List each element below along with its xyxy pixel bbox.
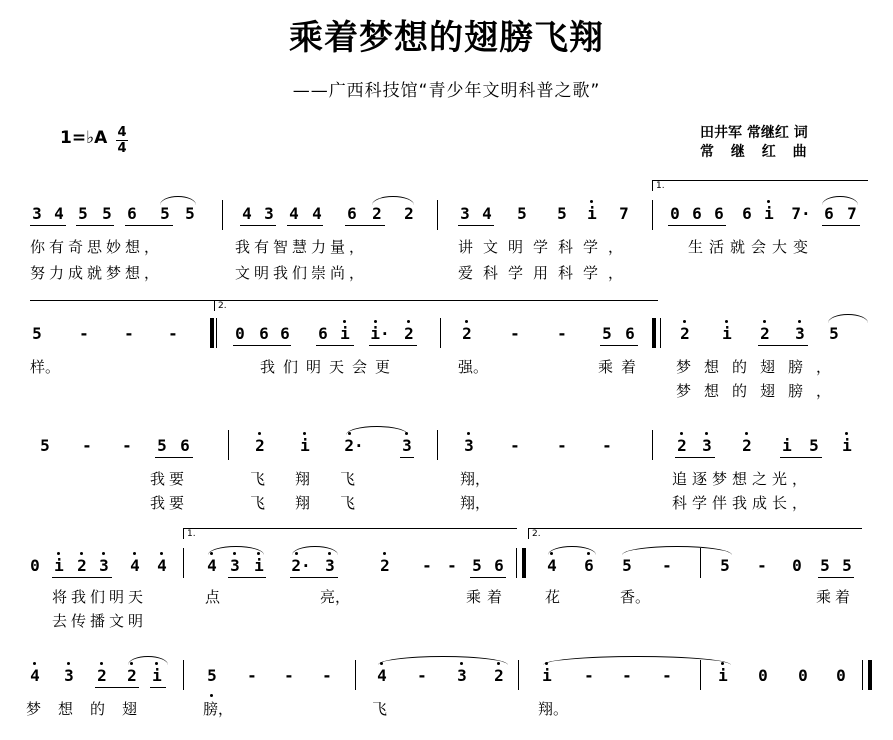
note: 3 bbox=[64, 666, 74, 685]
note: 6 bbox=[259, 324, 269, 343]
notes-line-2 bbox=[0, 324, 893, 354]
song-subtitle: ——广西科技馆“青少年文明科普之歌” bbox=[292, 81, 601, 101]
note: 6 bbox=[625, 324, 635, 343]
note: 4 bbox=[130, 556, 140, 575]
note: - bbox=[662, 666, 672, 685]
note: - bbox=[79, 324, 89, 343]
note: 6 bbox=[742, 204, 752, 223]
note: - bbox=[557, 324, 567, 343]
note: 2 bbox=[677, 436, 687, 455]
note: 5 bbox=[557, 204, 567, 223]
volta-2b: 2. bbox=[528, 528, 862, 539]
lyric-verse1: 梦想的翅膀， bbox=[676, 358, 845, 376]
note: - bbox=[422, 556, 432, 575]
note: i bbox=[340, 324, 350, 343]
note: 2 bbox=[404, 204, 414, 223]
note: 5 bbox=[829, 324, 839, 343]
note: - bbox=[284, 666, 294, 685]
note: - bbox=[622, 666, 632, 685]
note: 4 bbox=[242, 204, 252, 223]
notes-line-5 bbox=[0, 666, 893, 696]
note: 0 bbox=[798, 666, 808, 685]
note: - bbox=[510, 324, 520, 343]
note: 3 bbox=[325, 556, 335, 575]
note: 0 bbox=[792, 556, 802, 575]
note: 5 bbox=[602, 324, 612, 343]
lyric-verse1: 追逐梦想之光， bbox=[672, 470, 813, 488]
lyric-verse1: 强。 bbox=[458, 358, 489, 376]
lyric-verse1: 翔， bbox=[460, 470, 491, 488]
note: 3 bbox=[32, 204, 42, 223]
note: 2· bbox=[344, 436, 364, 455]
note: i bbox=[587, 204, 597, 223]
note: 6 bbox=[692, 204, 702, 223]
lyric-verse2: 翔， bbox=[460, 494, 491, 512]
lyric-verse1: 亮， bbox=[320, 588, 351, 606]
key-signature: 1=♭A bbox=[60, 128, 108, 148]
volta-1: 1. bbox=[652, 180, 868, 191]
lyric-verse2: 科学伴我成长， bbox=[672, 494, 813, 512]
note: 4 bbox=[312, 204, 322, 223]
lyric-verse2: 爱科学用科学， bbox=[458, 264, 634, 282]
lyric-verse1: 生活就会大变 bbox=[688, 238, 815, 256]
note: - bbox=[124, 324, 134, 343]
lyric-verse2: 梦想的翅膀， bbox=[676, 382, 845, 400]
note: 5 bbox=[78, 204, 88, 223]
meter-bottom: 4 bbox=[117, 141, 127, 156]
lyricist-credit: 田井军 常继红 词 bbox=[700, 125, 808, 141]
note: 5 bbox=[820, 556, 830, 575]
note: - bbox=[247, 666, 257, 685]
note: 0 bbox=[235, 324, 245, 343]
lyric-verse1: 讲文明学科学， bbox=[458, 238, 634, 256]
note: i bbox=[782, 436, 792, 455]
note: 2 bbox=[77, 556, 87, 575]
note: 3 bbox=[702, 436, 712, 455]
note: 3 bbox=[402, 436, 412, 455]
note: 6 bbox=[714, 204, 724, 223]
note: - bbox=[417, 666, 427, 685]
note: i bbox=[764, 204, 774, 223]
note: 2 bbox=[127, 666, 137, 685]
note: 0 bbox=[836, 666, 846, 685]
note: 7 bbox=[619, 204, 629, 223]
note: 5 bbox=[472, 556, 482, 575]
lyric-verse1: 梦想的翅 bbox=[26, 700, 155, 718]
note: - bbox=[584, 666, 594, 685]
note: 2 bbox=[742, 436, 752, 455]
lyric-verse1: 我有智慧力量， bbox=[235, 238, 369, 256]
note: i bbox=[54, 556, 64, 575]
note: 4 bbox=[207, 556, 217, 575]
note: i bbox=[722, 324, 732, 343]
note: - bbox=[447, 556, 457, 575]
note: 6 bbox=[280, 324, 290, 343]
lyric-verse1: 香。 bbox=[620, 588, 651, 606]
meter-top: 4 bbox=[117, 125, 127, 140]
song-title: 乘着梦想的翅膀飞翔 bbox=[289, 18, 604, 58]
lyric-verse1: 乘着 bbox=[816, 588, 855, 606]
note: 2· bbox=[291, 556, 311, 575]
lyric-verse1: 乘着 bbox=[598, 358, 645, 376]
note: i bbox=[300, 436, 310, 455]
note: 2 bbox=[680, 324, 690, 343]
volta-2: 2. bbox=[214, 300, 658, 311]
note: 4 bbox=[377, 666, 387, 685]
volta-1b: 1. bbox=[183, 528, 517, 539]
notes-line-3 bbox=[0, 436, 893, 466]
note: 6 bbox=[347, 204, 357, 223]
lyric-verse1: 将我们明天 bbox=[52, 588, 148, 606]
note: i bbox=[542, 666, 552, 685]
note: 5 bbox=[622, 556, 632, 575]
note: i bbox=[718, 666, 728, 685]
note: 3 bbox=[464, 436, 474, 455]
note: 4 bbox=[289, 204, 299, 223]
note: 5 bbox=[40, 436, 50, 455]
lyric-verse1: 你有奇思妙想， bbox=[30, 238, 164, 256]
note: 3 bbox=[460, 204, 470, 223]
note: - bbox=[82, 436, 92, 455]
lyric-verse1: 点 bbox=[205, 588, 221, 606]
lyric-verse1: 我们明天会更 bbox=[260, 358, 399, 376]
note: 6 bbox=[824, 204, 834, 223]
note: 5 bbox=[809, 436, 819, 455]
note: 7· bbox=[791, 204, 811, 223]
note: 6 bbox=[494, 556, 504, 575]
note: 5 bbox=[842, 556, 852, 575]
note: 5 bbox=[102, 204, 112, 223]
note: 2 bbox=[380, 556, 390, 575]
note: 0 bbox=[30, 556, 40, 575]
note: 2 bbox=[404, 324, 414, 343]
lyric-verse1: 我要 bbox=[150, 470, 189, 488]
note: 5 bbox=[185, 204, 195, 223]
lyric-verse1: 飞 bbox=[372, 700, 388, 718]
lyric-verse1: 飞翔飞 bbox=[250, 470, 386, 488]
note: i· bbox=[370, 324, 390, 343]
note: 3 bbox=[99, 556, 109, 575]
lyric-verse2: 去传播文明 bbox=[52, 612, 148, 630]
note: 3 bbox=[264, 204, 274, 223]
composer-credit: 常 继 红 曲 bbox=[700, 144, 813, 160]
note: 2 bbox=[255, 436, 265, 455]
note: 4 bbox=[54, 204, 64, 223]
note: - bbox=[662, 556, 672, 575]
note: 6 bbox=[180, 436, 190, 455]
note: 6 bbox=[318, 324, 328, 343]
lyric-verse1: 样。 bbox=[30, 358, 61, 376]
note: 6 bbox=[584, 556, 594, 575]
lyric-verse2: 文明我们崇尚， bbox=[235, 264, 369, 282]
lyric-verse1: 乘着 bbox=[466, 588, 509, 606]
note: 7 bbox=[847, 204, 857, 223]
note: - bbox=[557, 436, 567, 455]
note: i bbox=[152, 666, 162, 685]
note: i bbox=[842, 436, 852, 455]
note: 4 bbox=[30, 666, 40, 685]
note: - bbox=[602, 436, 612, 455]
note: 3 bbox=[230, 556, 240, 575]
notes-line-4 bbox=[0, 556, 893, 586]
lyric-verse1: 膀， bbox=[203, 700, 234, 718]
note: 5 bbox=[157, 436, 167, 455]
lyric-verse2: 我要 bbox=[150, 494, 189, 512]
note: 3 bbox=[457, 666, 467, 685]
note: - bbox=[510, 436, 520, 455]
lyric-verse1: 花 bbox=[545, 588, 561, 606]
note: 2 bbox=[494, 666, 504, 685]
note: 4 bbox=[482, 204, 492, 223]
note: - bbox=[757, 556, 767, 575]
note: 0 bbox=[670, 204, 680, 223]
note: 2 bbox=[97, 666, 107, 685]
notes-line-1 bbox=[0, 204, 893, 234]
note: 2 bbox=[372, 204, 382, 223]
note: i bbox=[254, 556, 264, 575]
note: 2 bbox=[760, 324, 770, 343]
time-signature bbox=[116, 126, 128, 155]
note: - bbox=[122, 436, 132, 455]
note: - bbox=[322, 666, 332, 685]
note: - bbox=[168, 324, 178, 343]
note: 3 bbox=[795, 324, 805, 343]
lyric-verse2: 飞翔飞 bbox=[250, 494, 386, 512]
note: 5 bbox=[720, 556, 730, 575]
note: 6 bbox=[127, 204, 137, 223]
note: 0 bbox=[758, 666, 768, 685]
note: 4 bbox=[547, 556, 557, 575]
lyric-verse2: 努力成就梦想， bbox=[30, 264, 164, 282]
note: 5 bbox=[517, 204, 527, 223]
note: 5 bbox=[32, 324, 42, 343]
note: 4 bbox=[157, 556, 167, 575]
note: 5 bbox=[160, 204, 170, 223]
note: 5 bbox=[207, 666, 217, 685]
note: 2 bbox=[462, 324, 472, 343]
lyric-verse1: 翔。 bbox=[538, 700, 569, 718]
